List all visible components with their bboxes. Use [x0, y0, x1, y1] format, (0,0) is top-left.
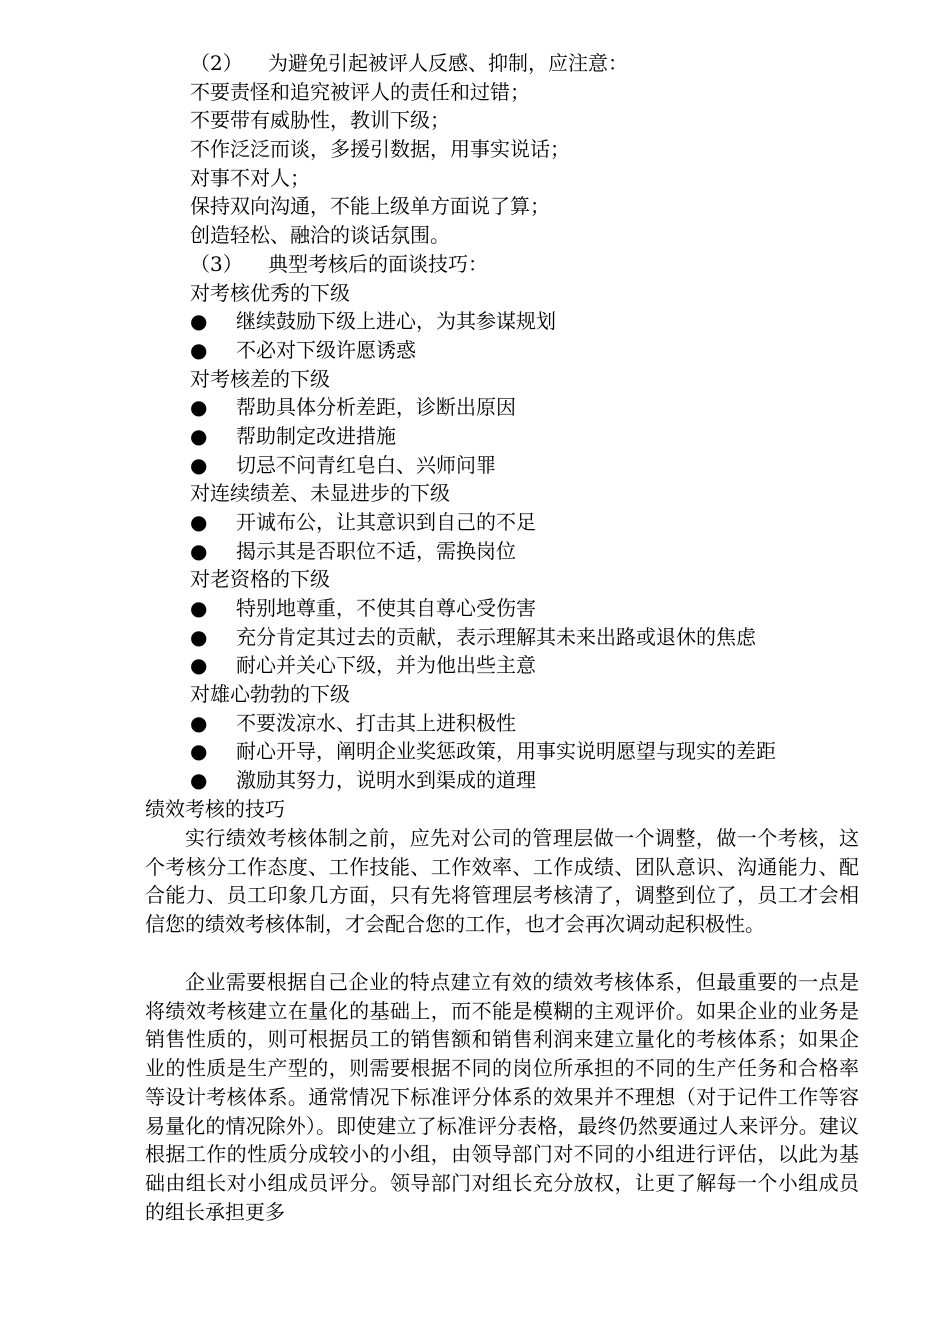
bullet-icon: ●	[190, 768, 208, 792]
section-2-item: 创造轻松、融洽的谈话氛围。	[190, 223, 450, 247]
bullet-icon: ●	[190, 510, 208, 534]
section-3-title-row	[190, 250, 488, 279]
bullet-text: 不要泼凉水、打击其上进积极性	[236, 711, 516, 735]
bullet-item	[190, 422, 396, 451]
section-3-number: （3）	[190, 252, 243, 276]
section-3-title: 典型考核后的面谈技巧：	[268, 252, 488, 276]
group-heading: 对雄心勃勃的下级	[190, 682, 350, 706]
group-heading: 对考核优秀的下级	[190, 281, 350, 305]
group-heading: 对老资格的下级	[190, 567, 330, 591]
bullet-icon: ●	[190, 395, 208, 419]
bullet-item	[190, 508, 536, 537]
section-2-item: 不作泛泛而谈，多援引数据，用事实说话；	[190, 137, 570, 161]
bullet-item	[190, 307, 556, 336]
group-heading: 对考核差的下级	[190, 367, 330, 391]
bullet-text: 开诚布公，让其意识到自己的不足	[236, 510, 536, 534]
bullet-icon: ●	[190, 739, 208, 763]
section-2-item: 对事不对人；	[190, 166, 310, 190]
bullet-icon: ●	[190, 309, 208, 333]
bullet-icon: ●	[190, 539, 208, 563]
bullet-text: 耐心并关心下级，并为他出些主意	[236, 653, 536, 677]
bullet-text: 激励其努力，说明水到渠成的道理	[236, 768, 536, 792]
bullet-item	[190, 393, 516, 422]
bullet-text: 帮助具体分析差距，诊断出原因	[236, 395, 516, 419]
bullet-text: 切忌不问青红皂白、兴师问罪	[236, 453, 496, 477]
bullet-text: 特别地尊重，不使其自尊心受伤害	[236, 596, 536, 620]
bullet-item	[190, 709, 516, 738]
bullet-text: 帮助制定改进措施	[236, 424, 396, 448]
bullet-icon: ●	[190, 453, 208, 477]
bullet-text: 不必对下级许愿诱惑	[236, 338, 416, 362]
bullet-icon: ●	[190, 424, 208, 448]
bullet-item	[190, 651, 536, 680]
section-2-number: （2）	[190, 51, 243, 75]
bullet-text: 揭示其是否职位不适，需换岗位	[236, 539, 516, 563]
bullet-item	[190, 766, 536, 795]
skills-paragraph: 企业需要根据自己企业的特点建立有效的绩效考核体系，但最重要的一点是将绩效考核建立在量化的基础上，而不能是模糊的主观评价。如果企业的业务是销售性质的，则可根据员工的销售额和销售利润来建立量化的考核体系；如果企业的性质是生产型的，则需要根据不同的岗位所承担的不同的生产任务和合格率等设计考核体系。通常情况下标准评分体系的效果并不理想（对于记件工作等容易量化的情况除外）。即使建立了标准评分表格，最终仍然要通过人来评分。建议根据工作的性质分成较小的小组，由领导部门对不同的小组进行评估，以此为基础由组长对小组成员评分。领导部门对组长充分放权，让更了解每一个小组成员的组长承担更多	[145, 970, 859, 1224]
section-2-item: 保持双向沟通，不能上级单方面说了算；	[190, 194, 550, 218]
bullet-item	[190, 451, 496, 480]
bullet-item	[190, 537, 516, 566]
bullet-item	[190, 623, 756, 652]
bullet-icon: ●	[190, 338, 208, 362]
bullet-text: 耐心开导，阐明企业奖惩政策，用事实说明愿望与现实的差距	[236, 739, 776, 763]
bullet-text: 充分肯定其过去的贡献，表示理解其未来出路或退休的焦虑	[236, 625, 756, 649]
bullet-text: 继续鼓励下级上进心，为其参谋规划	[236, 309, 556, 333]
skills-heading: 绩效考核的技巧	[145, 797, 285, 821]
bullet-item	[190, 737, 776, 766]
bullet-icon: ●	[190, 596, 208, 620]
section-2-item: 不要带有威胁性，教训下级；	[190, 108, 450, 132]
bullet-icon: ●	[190, 711, 208, 735]
bullet-item	[190, 336, 416, 365]
bullet-icon: ●	[190, 653, 208, 677]
section-2-item: 不要责怪和追究被评人的责任和过错；	[190, 80, 530, 104]
group-heading: 对连续绩差、未显进步的下级	[190, 481, 450, 505]
bullet-item	[190, 594, 536, 623]
section-2-title: 为避免引起被评人反感、抑制，应注意：	[268, 51, 628, 75]
bullet-icon: ●	[190, 625, 208, 649]
skills-paragraph: 实行绩效考核体制之前，应先对公司的管理层做一个调整，做一个考核，这个考核分工作态度、工作技能、工作效率、工作成绩、团队意识、沟通能力、配合能力、员工印象几方面，只有先将管理层考核清了，调整到位了，员工才会相信您的绩效考核体制，才会配合您的工作，也才会再次调动起积极性。	[145, 826, 859, 937]
section-2-title-row	[190, 49, 628, 78]
